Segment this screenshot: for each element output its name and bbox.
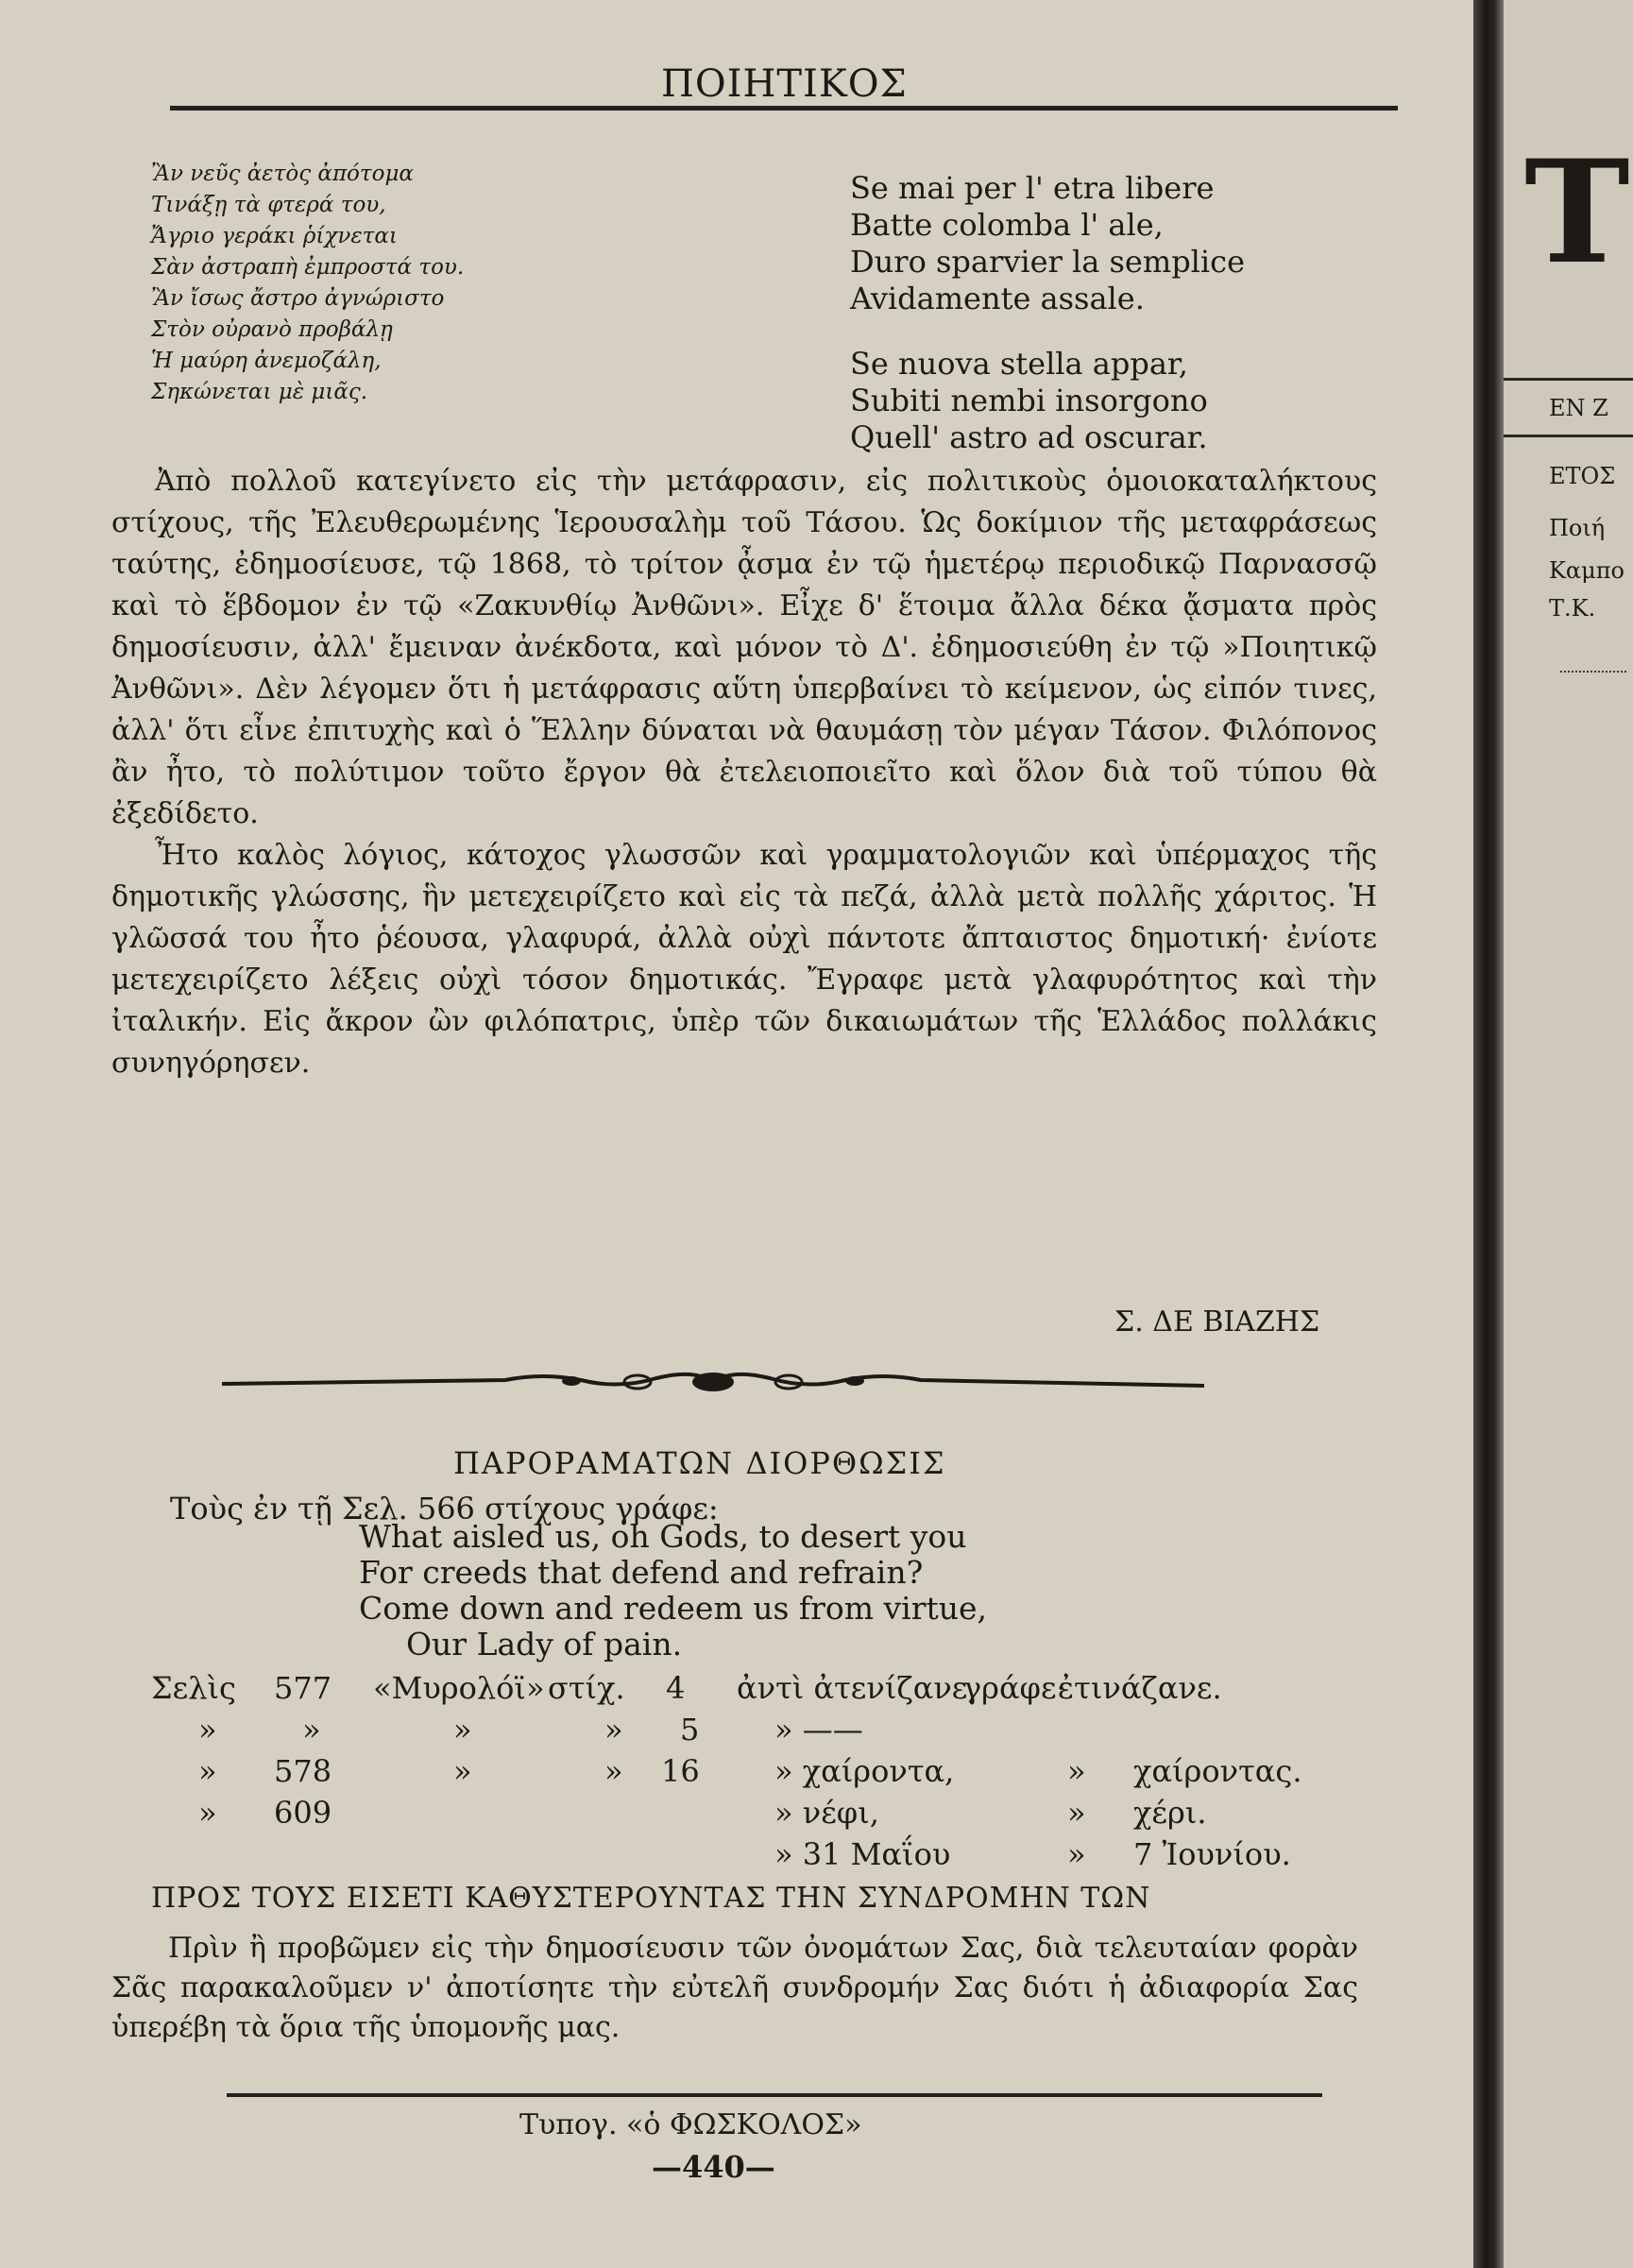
book-gutter <box>1473 0 1504 2268</box>
header-rule <box>170 106 1398 111</box>
adjacent-rule <box>1504 435 1633 437</box>
errata-cell: » <box>604 1753 623 1789</box>
errata-cell: 16 <box>661 1753 700 1789</box>
errata-cell: 577 <box>274 1670 332 1706</box>
italian-poem <box>850 170 1245 456</box>
errata-cell: ἐτινάζανε. <box>1058 1670 1222 1706</box>
page-number: —440— <box>652 2149 775 2185</box>
adjacent-page <box>1504 0 1633 2268</box>
poem-line: Σηκώνεται μὲ μιᾶς. <box>151 380 368 404</box>
poem-line: Duro sparvier la semplice <box>850 244 1245 280</box>
poem-line: Τινάξῃ τὰ φτερά του, <box>151 193 386 217</box>
errata-cell: γράφε· <box>963 1670 1066 1706</box>
errata-cell: «Μυρολόϊ» <box>373 1670 545 1706</box>
errata-cell: 4 <box>666 1670 686 1706</box>
notice-title: ΠΡΟΣ ΤΟΥΣ ΕΙΣΕΤΙ ΚΑΘΥΣΤΕΡΟΥΝΤΑΣ ΤΗΝ ΣΥΝΔΡΟΜΗΝ ΤΩΝ <box>151 1882 1151 1915</box>
quote-line: For creeds that defend and refrain? <box>359 1554 924 1591</box>
errata-title: ΠΑΡΟΡΑΜΑΤΩΝ ΔΙΟΡΘΩΣΙΣ <box>453 1445 946 1481</box>
errata-cell: στίχ. <box>548 1670 625 1706</box>
english-quote <box>359 1519 987 1663</box>
article-body <box>111 461 1377 1084</box>
adjacent-text: Καμπο <box>1549 557 1624 584</box>
errata-cell: » χαίροντα, <box>774 1753 955 1789</box>
errata-cell: » <box>1067 1836 1086 1872</box>
errata-cell: » —— <box>774 1712 863 1748</box>
poem-line: Se mai per l' etra libere <box>850 170 1215 206</box>
errata-cell: » <box>302 1712 321 1748</box>
errata-cell: » <box>1067 1795 1086 1831</box>
errata-intro: Τοὺς ἐν τῇ Σελ. 566 στίχους γράφε: <box>170 1491 719 1526</box>
adjacent-rule <box>1504 378 1633 381</box>
errata-cell: 609 <box>274 1795 332 1831</box>
ornament-divider <box>222 1363 1204 1401</box>
article-paragraph: Ἦτο καλὸς λόγιος, κάτοχος γλωσσῶν καὶ γραμματολογιῶν καὶ ὑπέρμαχος τῆς δημοτικῆς γλώσσης, ἣν μετεχειρίζετο καὶ εἰς τὰ πεζά, ἀλλὰ μετὰ πολλῆς χάριτος. Ἡ γλῶσσά του ἦτο ῥέουσα, γλαφυρά, ἀλλὰ οὐχὶ πάντοτε ἄπταιστος δημοτική· ἐνίοτε μετεχειρίζετο λέξεις οὐχὶ τόσον δημοτικάς. Ἔγραφε μετὰ γλαφυρότητος καὶ τὴν ἰταλικήν. Εἰς ἄκρον ὢν φιλόπατρις, ὑπὲρ τῶν δικαιωμάτων τῆς Ἑλλάδος πολλάκις συνηγόρησεν. <box>111 839 1377 1080</box>
errata-cell: » <box>453 1712 472 1748</box>
poem-line: Ἡ μαύρη ἀνεμοζάλη, <box>151 349 382 373</box>
poem-line: Ἂν νεῦς ἀετὸς ἀπότομα <box>151 162 414 186</box>
poem-line: Ἄγριο γεράκι ῥίχνεται <box>151 224 398 248</box>
article-paragraph: Ἀπὸ πολλοῦ κατεγίνετο εἰς τὴν μετάφρασιν, εἰς πολιτικοὺς ὁμοιοκαταλήκτους στίχους, τῆς Ἐλευθερωμένης Ἱερουσαλὴμ τοῦ Τάσου. Ὡς δοκίμιον τῆς μεταφράσεως ταύτης, ἐδημοσίευσε, τῷ 1868, τὸ τρίτον ᾆσμα ἐν τῷ ἡμετέρῳ περιοδικῷ Παρνασσῷ καὶ τὸ ἕβδομον ἐν τῷ «Ζακυνθίῳ Ἀνθῶνι». Εἶχε δ' ἕτοιμα ἄλλα δέκα ᾄσματα πρὸς δημοσίευσιν, ἀλλ' ἔμειναν ἀνέκδοτα, καὶ μόνον τὸ Δ'. ἐδημοσιεύθη ἐν τῷ »Ποιητικῷ Ἀνθῶνι». Δὲν λέγομεν ὅτι ἡ μετάφρασις αὕτη ὑπερβαίνει τὸ κείμενον, ὡς εἰπόν τινες, ἀλλ' ὅτι εἶνε ἐπιτυχὴς καὶ ὁ Ἕλλην δύναται νὰ θαυμάσῃ τὸν μέγαν Τάσον. Φιλόπονος ἂν ἦτο, τὸ πολύτιμον τοῦτο ἔργον θὰ ἐτελειοποιεῖτο καὶ ὅλον διὰ τοῦ τύπου θὰ ἐξεδίδετο. <box>111 465 1377 830</box>
adjacent-text: ΕΤΟΣ <box>1549 463 1616 489</box>
poem-line: Ἂν ἴσως ἄστρο ἀγνώριστο <box>151 286 445 311</box>
article-signature: Σ. ΔΕ ΒΙΑΖΗΣ <box>1114 1305 1320 1339</box>
poem-line: Subiti nembi insorgono <box>850 383 1208 418</box>
errata-cell: 7 Ἰουνίου. <box>1133 1836 1291 1872</box>
footer-rule <box>227 2093 1322 2097</box>
errata-cell: 5 <box>680 1712 700 1748</box>
poem-line: Quell' astro ad oscurar. <box>850 419 1208 455</box>
stanza-gap <box>850 317 1245 346</box>
errata-cell: » <box>453 1753 472 1789</box>
poem-line: Batte colomba l' ale, <box>850 207 1164 243</box>
quote-line: Our Lady of pain. <box>406 1626 683 1663</box>
notice-body <box>111 1929 1358 2048</box>
errata-cell: χέρι. <box>1133 1795 1207 1831</box>
errata-cell: Σελὶς <box>151 1670 236 1706</box>
errata-cell: » νέφι, <box>774 1795 879 1831</box>
printer-imprint: Τυπογ. «ὁ ΦΩΣΚΟΛΟΣ» <box>519 2108 862 2141</box>
adjacent-initial: Τ <box>1524 129 1630 296</box>
errata-cell: » <box>198 1795 217 1831</box>
errata-cell: » <box>198 1712 217 1748</box>
errata-cell: ἀντὶ ἀτενίζανε, <box>737 1670 978 1706</box>
errata-cell: » <box>198 1753 217 1789</box>
poem-line: Σὰν ἀστραπὴ ἐμπροστά του. <box>151 255 465 280</box>
errata-cell: 578 <box>274 1753 332 1789</box>
adjacent-text: Ποιή <box>1549 515 1606 541</box>
quote-line: Come down and redeem us from virtue, <box>359 1590 988 1627</box>
errata-cell: » <box>1067 1753 1086 1789</box>
poem-line: Avidamente assale. <box>850 281 1145 316</box>
errata-cell: » 31 Μαΐου <box>774 1836 951 1872</box>
page-header: ΠΟΙΗΤΙΚΟΣ <box>661 62 908 106</box>
poem-line: Στὸν οὐρανὸ προβάλῃ <box>151 317 393 342</box>
adjacent-text: Τ.Κ. <box>1549 595 1596 622</box>
quote-line: What aisled us, oh Gods, to desert you <box>359 1518 967 1555</box>
errata-cell: » <box>604 1712 623 1748</box>
errata-cell: χαίροντας. <box>1133 1753 1302 1789</box>
poem-line: Se nuova stella appar, <box>850 346 1188 382</box>
adjacent-ornament <box>1560 661 1626 673</box>
notice-paragraph: Πρὶν ἢ προβῶμεν εἰς τὴν δημοσίευσιν τῶν ὀνομάτων Σας, διὰ τελευταίαν φορὰν Σᾶς παρακαλοῦμεν ν' ἀποτίσητε τὴν εὐτελῆ συνδρομήν Σας διότι ἡ ἀδιαφορία Σας ὑπερέβη τὰ ὅρια τῆς ὑπομονῆς μας. <box>111 1932 1358 2044</box>
adjacent-text: ΕΝ Ζ <box>1549 395 1608 421</box>
greek-poem <box>151 159 464 408</box>
